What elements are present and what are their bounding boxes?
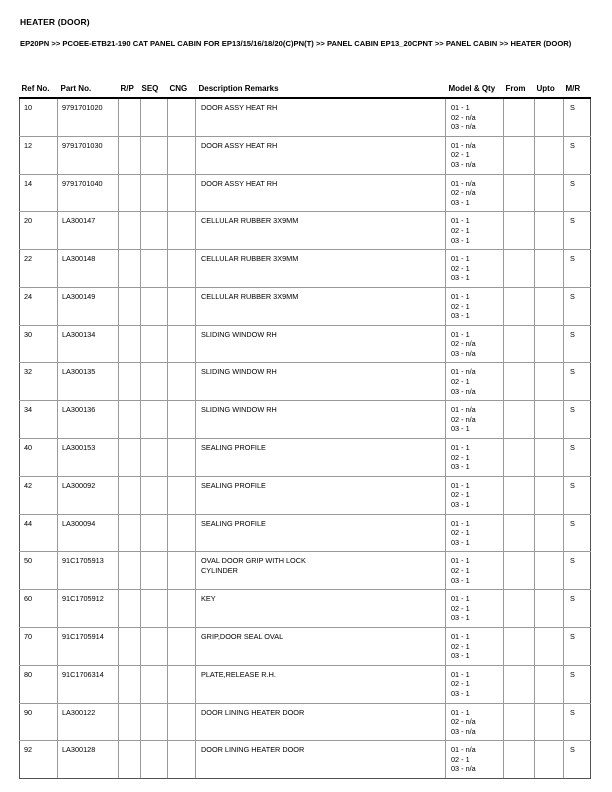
- cell-part-no: 91C1705914: [58, 627, 119, 665]
- cell-mr: S: [564, 250, 591, 288]
- cell-upto: [535, 741, 564, 779]
- cell-part-no: 91C1705913: [58, 552, 119, 590]
- cell-part-no: LA300148: [58, 250, 119, 288]
- cell-description: DOOR ASSY HEAT RH: [196, 136, 446, 174]
- cell-ref-no: 34: [20, 401, 58, 439]
- cell-upto: [535, 590, 564, 628]
- table-row: [20, 136, 591, 174]
- cell-description: DOOR LINING HEATER DOOR: [196, 741, 446, 779]
- cell-ref-no: 44: [20, 514, 58, 552]
- column-header-model-qty: Model & Qty: [448, 84, 496, 93]
- cell-description: GRIP,DOOR SEAL OVAL: [196, 627, 446, 665]
- cell-mr: S: [564, 552, 591, 590]
- cell-upto: [535, 363, 564, 401]
- cell-ref-no: 90: [20, 703, 58, 741]
- cell-seq: [141, 741, 168, 779]
- table-row: [20, 250, 591, 288]
- cell-from: [504, 250, 535, 288]
- cell-seq: [141, 703, 168, 741]
- column-header-upto: Upto: [536, 84, 555, 93]
- cell-from: [504, 136, 535, 174]
- cell-from: [504, 401, 535, 439]
- cell-from: [504, 627, 535, 665]
- cell-description: CELLULAR RUBBER 3X9MM: [196, 212, 446, 250]
- cell-part-no: LA300122: [58, 703, 119, 741]
- column-header-mr: M/R: [565, 84, 581, 93]
- table-row: [20, 439, 591, 477]
- cell-model-qty: 01 - 1 02 - n/a 03 - n/a: [446, 703, 504, 741]
- cell-description: SEALING PROFILE: [196, 439, 446, 477]
- column-header-from: From: [505, 84, 526, 93]
- table-header-row: [20, 84, 591, 98]
- cell-from: [504, 98, 535, 136]
- cell-mr: S: [564, 325, 591, 363]
- cell-description: SLIDING WINDOW RH: [196, 325, 446, 363]
- cell-description: DOOR ASSY HEAT RH: [196, 174, 446, 212]
- table-row: [20, 741, 591, 779]
- cell-ref-no: 10: [20, 98, 58, 136]
- cell-rp: [119, 136, 141, 174]
- cell-mr: S: [564, 212, 591, 250]
- cell-cng: [168, 665, 196, 703]
- cell-from: [504, 590, 535, 628]
- cell-mr: S: [564, 401, 591, 439]
- cell-seq: [141, 401, 168, 439]
- cell-rp: [119, 250, 141, 288]
- cell-model-qty: 01 - 1 02 - 1 03 - 1: [446, 287, 504, 325]
- cell-model-qty: 01 - 1 02 - 1 03 - 1: [446, 212, 504, 250]
- cell-mr: S: [564, 476, 591, 514]
- cell-description: CELLULAR RUBBER 3X9MM: [196, 287, 446, 325]
- cell-seq: [141, 325, 168, 363]
- cell-cng: [168, 439, 196, 477]
- column-header-rp: R/P: [120, 84, 134, 93]
- cell-cng: [168, 627, 196, 665]
- cell-rp: [119, 212, 141, 250]
- table-row: [20, 476, 591, 514]
- cell-rp: [119, 98, 141, 136]
- table-row: [20, 174, 591, 212]
- cell-cng: [168, 250, 196, 288]
- cell-part-no: LA300136: [58, 401, 119, 439]
- table-row: [20, 287, 591, 325]
- cell-model-qty: 01 - 1 02 - 1 03 - 1: [446, 552, 504, 590]
- table-row: [20, 552, 591, 590]
- cell-cng: [168, 514, 196, 552]
- cell-cng: [168, 741, 196, 779]
- cell-seq: [141, 287, 168, 325]
- cell-cng: [168, 401, 196, 439]
- cell-from: [504, 552, 535, 590]
- cell-upto: [535, 287, 564, 325]
- cell-description: CELLULAR RUBBER 3X9MM: [196, 250, 446, 288]
- column-header-cng: CNG: [169, 84, 188, 93]
- cell-from: [504, 212, 535, 250]
- cell-upto: [535, 439, 564, 477]
- cell-cng: [168, 174, 196, 212]
- table-row: [20, 703, 591, 741]
- cell-description: KEY: [196, 590, 446, 628]
- cell-from: [504, 363, 535, 401]
- cell-part-no: LA300153: [58, 439, 119, 477]
- cell-model-qty: 01 - 1 02 - 1 03 - 1: [446, 476, 504, 514]
- cell-seq: [141, 590, 168, 628]
- cell-seq: [141, 514, 168, 552]
- cell-description: OVAL DOOR GRIP WITH LOCK CYLINDER: [196, 552, 446, 590]
- cell-rp: [119, 325, 141, 363]
- cell-upto: [535, 665, 564, 703]
- cell-upto: [535, 514, 564, 552]
- cell-upto: [535, 98, 564, 136]
- cell-model-qty: 01 - 1 02 - 1 03 - 1: [446, 665, 504, 703]
- cell-description: DOOR LINING HEATER DOOR: [196, 703, 446, 741]
- table-row: [20, 665, 591, 703]
- cell-rp: [119, 552, 141, 590]
- cell-ref-no: 22: [20, 250, 58, 288]
- cell-mr: S: [564, 136, 591, 174]
- table-row: [20, 401, 591, 439]
- cell-model-qty: 01 - n/a 02 - 1 03 - n/a: [446, 363, 504, 401]
- cell-part-no: LA300135: [58, 363, 119, 401]
- cell-rp: [119, 287, 141, 325]
- cell-model-qty: 01 - n/a 02 - n/a 03 - 1: [446, 174, 504, 212]
- cell-part-no: 91C1705912: [58, 590, 119, 628]
- cell-ref-no: 70: [20, 627, 58, 665]
- cell-description: SEALING PROFILE: [196, 476, 446, 514]
- cell-ref-no: 80: [20, 665, 58, 703]
- cell-cng: [168, 703, 196, 741]
- cell-mr: S: [564, 741, 591, 779]
- cell-rp: [119, 401, 141, 439]
- cell-rp: [119, 476, 141, 514]
- cell-rp: [119, 439, 141, 477]
- cell-mr: S: [564, 439, 591, 477]
- cell-from: [504, 287, 535, 325]
- cell-from: [504, 325, 535, 363]
- cell-ref-no: 30: [20, 325, 58, 363]
- cell-part-no: 9791701030: [58, 136, 119, 174]
- cell-ref-no: 42: [20, 476, 58, 514]
- cell-part-no: LA300149: [58, 287, 119, 325]
- cell-ref-no: 92: [20, 741, 58, 779]
- cell-part-no: 91C1706314: [58, 665, 119, 703]
- column-header-description: Description Remarks: [198, 84, 279, 93]
- cell-seq: [141, 665, 168, 703]
- cell-ref-no: 24: [20, 287, 58, 325]
- cell-upto: [535, 703, 564, 741]
- cell-rp: [119, 627, 141, 665]
- cell-model-qty: 01 - n/a 02 - 1 03 - n/a: [446, 741, 504, 779]
- cell-part-no: LA300094: [58, 514, 119, 552]
- cell-upto: [535, 250, 564, 288]
- cell-model-qty: 01 - 1 02 - 1 03 - 1: [446, 590, 504, 628]
- cell-seq: [141, 627, 168, 665]
- cell-mr: S: [564, 703, 591, 741]
- column-header-ref-no: Ref No.: [21, 84, 50, 93]
- cell-description: SLIDING WINDOW RH: [196, 401, 446, 439]
- cell-from: [504, 741, 535, 779]
- cell-mr: S: [564, 287, 591, 325]
- cell-seq: [141, 174, 168, 212]
- table-row: [20, 627, 591, 665]
- cell-seq: [141, 363, 168, 401]
- table-body: [20, 98, 591, 779]
- cell-cng: [168, 212, 196, 250]
- column-header-seq: SEQ: [141, 84, 159, 93]
- cell-seq: [141, 250, 168, 288]
- cell-description: SLIDING WINDOW RH: [196, 363, 446, 401]
- cell-ref-no: 12: [20, 136, 58, 174]
- cell-rp: [119, 703, 141, 741]
- cell-seq: [141, 136, 168, 174]
- cell-mr: S: [564, 174, 591, 212]
- cell-cng: [168, 476, 196, 514]
- cell-part-no: LA300147: [58, 212, 119, 250]
- cell-upto: [535, 136, 564, 174]
- cell-from: [504, 439, 535, 477]
- cell-upto: [535, 401, 564, 439]
- cell-model-qty: 01 - n/a 02 - n/a 03 - 1: [446, 401, 504, 439]
- cell-ref-no: 60: [20, 590, 58, 628]
- cell-rp: [119, 590, 141, 628]
- cell-from: [504, 174, 535, 212]
- cell-upto: [535, 212, 564, 250]
- cell-upto: [535, 325, 564, 363]
- table-row: [20, 325, 591, 363]
- cell-from: [504, 703, 535, 741]
- cell-ref-no: 14: [20, 174, 58, 212]
- cell-description: PLATE,RELEASE R.H.: [196, 665, 446, 703]
- cell-description: SEALING PROFILE: [196, 514, 446, 552]
- cell-cng: [168, 325, 196, 363]
- cell-cng: [168, 363, 196, 401]
- cell-part-no: 9791701040: [58, 174, 119, 212]
- cell-part-no: LA300128: [58, 741, 119, 779]
- cell-rp: [119, 514, 141, 552]
- cell-cng: [168, 98, 196, 136]
- cell-ref-no: 32: [20, 363, 58, 401]
- cell-mr: S: [564, 363, 591, 401]
- cell-seq: [141, 476, 168, 514]
- cell-mr: S: [564, 514, 591, 552]
- cell-model-qty: 01 - 1 02 - 1 03 - 1: [446, 514, 504, 552]
- cell-description: DOOR ASSY HEAT RH: [196, 98, 446, 136]
- cell-seq: [141, 212, 168, 250]
- cell-part-no: LA300092: [58, 476, 119, 514]
- cell-rp: [119, 665, 141, 703]
- cell-seq: [141, 98, 168, 136]
- cell-model-qty: 01 - n/a 02 - 1 03 - n/a: [446, 136, 504, 174]
- page-title: HEATER (DOOR): [20, 17, 90, 27]
- cell-rp: [119, 741, 141, 779]
- cell-ref-no: 20: [20, 212, 58, 250]
- table-row: [20, 363, 591, 401]
- cell-seq: [141, 439, 168, 477]
- cell-mr: S: [564, 590, 591, 628]
- cell-upto: [535, 627, 564, 665]
- cell-rp: [119, 363, 141, 401]
- cell-model-qty: 01 - 1 02 - n/a 03 - n/a: [446, 98, 504, 136]
- cell-upto: [535, 552, 564, 590]
- table-row: [20, 590, 591, 628]
- cell-from: [504, 665, 535, 703]
- cell-cng: [168, 136, 196, 174]
- cell-model-qty: 01 - 1 02 - 1 03 - 1: [446, 250, 504, 288]
- parts-list-table: [19, 84, 591, 779]
- cell-mr: S: [564, 627, 591, 665]
- cell-mr: S: [564, 98, 591, 136]
- breadcrumb: EP20PN >> PCOEE-ETB21-190 CAT PANEL CABIN FOR EP13/15/16/18/20(C)PN(T) >> PANEL CABIN EP13_20CPNT >> PANEL CABIN >> HEATER (DOOR): [20, 39, 572, 48]
- cell-rp: [119, 174, 141, 212]
- cell-upto: [535, 174, 564, 212]
- cell-model-qty: 01 - 1 02 - 1 03 - 1: [446, 439, 504, 477]
- cell-cng: [168, 287, 196, 325]
- cell-from: [504, 476, 535, 514]
- table-row: [20, 212, 591, 250]
- cell-model-qty: 01 - 1 02 - n/a 03 - n/a: [446, 325, 504, 363]
- table-header: [20, 84, 591, 98]
- cell-cng: [168, 590, 196, 628]
- cell-model-qty: 01 - 1 02 - 1 03 - 1: [446, 627, 504, 665]
- cell-upto: [535, 476, 564, 514]
- cell-from: [504, 514, 535, 552]
- cell-ref-no: 40: [20, 439, 58, 477]
- column-header-part-no: Part No.: [60, 84, 92, 93]
- table-row: [20, 98, 591, 136]
- table-row: [20, 514, 591, 552]
- cell-mr: S: [564, 665, 591, 703]
- cell-cng: [168, 552, 196, 590]
- cell-ref-no: 50: [20, 552, 58, 590]
- cell-part-no: LA300134: [58, 325, 119, 363]
- cell-seq: [141, 552, 168, 590]
- cell-part-no: 9791701020: [58, 98, 119, 136]
